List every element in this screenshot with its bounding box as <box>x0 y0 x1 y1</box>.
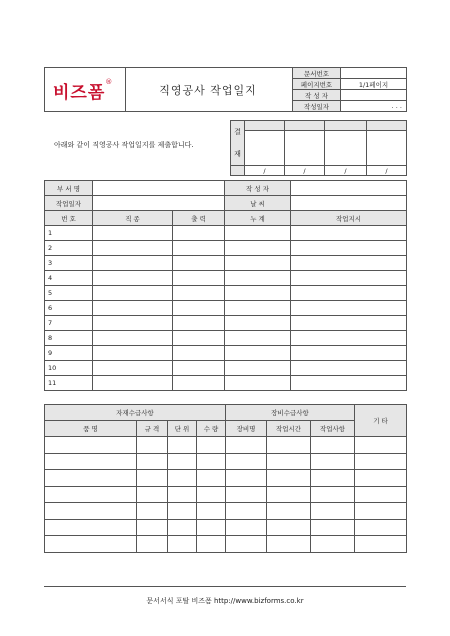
cumulative-cell[interactable] <box>225 226 291 241</box>
instruction-cell[interactable] <box>291 241 407 256</box>
approver-title-cell <box>325 121 367 131</box>
table-row <box>45 301 407 316</box>
output-cell[interactable] <box>173 241 225 256</box>
supply-cell[interactable] <box>267 536 311 553</box>
approval-label-spacer <box>231 166 245 176</box>
other-title: 기 타 <box>355 405 407 437</box>
table-row <box>45 241 407 256</box>
footer-divider <box>44 586 406 587</box>
col-header-trade: 직 종 <box>93 211 173 226</box>
col-header-output: 출 력 <box>173 211 225 226</box>
cumulative-cell[interactable] <box>225 286 291 301</box>
supply-cell[interactable] <box>137 486 168 503</box>
approval-label <box>231 121 245 166</box>
trade-cell[interactable] <box>93 376 173 391</box>
row-number: 1 <box>45 226 93 241</box>
supply-cell[interactable] <box>168 503 197 520</box>
row-number: 7 <box>45 316 93 331</box>
supply-cell[interactable] <box>197 486 226 503</box>
supply-row <box>45 453 407 470</box>
row-number: 8 <box>45 331 93 346</box>
supply-cell[interactable] <box>267 486 311 503</box>
output-cell[interactable] <box>173 271 225 286</box>
approval-label-bottom: 재 <box>234 150 241 158</box>
meta-label: 페이지번호 <box>293 79 341 90</box>
row-number: 4 <box>45 271 93 286</box>
supply-cell[interactable] <box>168 453 197 470</box>
table-row <box>45 346 407 361</box>
supply-cell[interactable] <box>355 486 407 503</box>
supply-cell[interactable] <box>197 453 226 470</box>
supply-cell[interactable] <box>168 470 197 487</box>
instruction-cell[interactable] <box>291 301 407 316</box>
table-row <box>45 256 407 271</box>
supply-cell[interactable] <box>45 519 137 536</box>
meta-value <box>341 90 407 101</box>
meta-value: . . . <box>341 101 407 112</box>
supply-cell[interactable] <box>311 536 355 553</box>
supply-cell[interactable] <box>197 470 226 487</box>
row-number: 9 <box>45 346 93 361</box>
supply-cell[interactable] <box>45 503 137 520</box>
table-row <box>45 271 407 286</box>
instruction-cell[interactable] <box>291 271 407 286</box>
signature-cell[interactable] <box>285 130 325 165</box>
supply-cell[interactable] <box>137 470 168 487</box>
col-header-cumulative: 누 계 <box>225 211 291 226</box>
meta-table <box>292 67 407 112</box>
supply-cell[interactable] <box>311 486 355 503</box>
weather-value[interactable] <box>291 196 407 211</box>
equipment-supply-title: 장비수급사항 <box>226 405 355 421</box>
output-cell[interactable] <box>173 301 225 316</box>
supply-cell[interactable] <box>226 486 267 503</box>
supply-cell[interactable] <box>168 486 197 503</box>
supply-header: 품 명 <box>45 421 137 437</box>
supply-row <box>45 519 407 536</box>
supply-body <box>45 437 407 553</box>
meta-label: 작성일자 <box>293 101 341 112</box>
approver-title-cell <box>367 121 407 131</box>
row-number: 11 <box>45 376 93 391</box>
supply-row <box>45 470 407 487</box>
supply-table <box>44 404 407 553</box>
supply-cell[interactable] <box>355 536 407 553</box>
table-row <box>45 286 407 301</box>
supply-header: 규 격 <box>137 421 168 437</box>
supply-cell[interactable] <box>197 503 226 520</box>
trade-cell[interactable] <box>93 271 173 286</box>
cumulative-cell[interactable] <box>225 301 291 316</box>
supply-row <box>45 437 407 454</box>
approval-date: / <box>367 166 407 176</box>
supply-cell[interactable] <box>355 437 407 454</box>
cumulative-cell[interactable] <box>225 316 291 331</box>
supply-header: 장비명 <box>226 421 267 437</box>
supply-cell[interactable] <box>197 519 226 536</box>
dept-label: 부 서 명 <box>45 181 93 196</box>
output-cell[interactable] <box>173 226 225 241</box>
output-cell[interactable] <box>173 376 225 391</box>
approver-title-cell <box>285 121 325 131</box>
work-date-value[interactable] <box>93 196 225 211</box>
table-row <box>45 376 407 391</box>
supply-cell[interactable] <box>137 536 168 553</box>
output-cell[interactable] <box>173 361 225 376</box>
cumulative-cell[interactable] <box>225 376 291 391</box>
supply-cell[interactable] <box>355 519 407 536</box>
supply-header: 수 량 <box>197 421 226 437</box>
approval-date: / <box>325 166 367 176</box>
supply-cell[interactable] <box>355 470 407 487</box>
instruction-cell[interactable] <box>291 346 407 361</box>
meta-value: 1/1페이지 <box>341 79 407 90</box>
supply-cell[interactable] <box>355 453 407 470</box>
logo-box <box>44 67 126 112</box>
supply-cell[interactable] <box>226 437 267 454</box>
supply-row <box>45 536 407 553</box>
signature-cell[interactable] <box>325 130 367 165</box>
supply-row <box>45 503 407 520</box>
row-number: 2 <box>45 241 93 256</box>
instruction-cell[interactable] <box>291 361 407 376</box>
supply-cell[interactable] <box>267 453 311 470</box>
supply-cell[interactable] <box>168 437 197 454</box>
signature-cell[interactable] <box>245 130 285 165</box>
document-title: 직영공사 작업일지 <box>159 84 257 97</box>
supply-cell[interactable] <box>267 470 311 487</box>
cumulative-cell[interactable] <box>225 256 291 271</box>
instruction-cell[interactable] <box>291 376 407 391</box>
supply-cell[interactable] <box>267 503 311 520</box>
table-row <box>45 226 407 241</box>
supply-header: 작업시간 <box>267 421 311 437</box>
output-cell[interactable] <box>173 346 225 361</box>
approver-title-cell <box>245 121 285 131</box>
footer-text: 문서서식 포탈 비즈폼 http://www.bizforms.co.kr <box>146 597 304 605</box>
approval-date: / <box>285 166 325 176</box>
supply-cell[interactable] <box>197 437 226 454</box>
instruction-cell[interactable] <box>291 256 407 271</box>
supply-header: 작업사항 <box>311 421 355 437</box>
meta-value <box>341 68 407 79</box>
supply-cell[interactable] <box>45 536 137 553</box>
output-cell[interactable] <box>173 316 225 331</box>
supply-cell[interactable] <box>226 519 267 536</box>
meta-label: 문서번호 <box>293 68 341 79</box>
col-header-number: 번 호 <box>45 211 93 226</box>
writer-label: 작 성 자 <box>225 181 291 196</box>
supply-cell[interactable] <box>226 453 267 470</box>
output-cell[interactable] <box>173 256 225 271</box>
trade-cell[interactable] <box>93 301 173 316</box>
row-number: 3 <box>45 256 93 271</box>
approval-label-top: 결 <box>234 128 241 136</box>
trade-cell[interactable] <box>93 286 173 301</box>
supply-cell[interactable] <box>45 486 137 503</box>
approval-date: / <box>245 166 285 176</box>
col-header-instruction: 작업지시 <box>291 211 407 226</box>
title-box <box>124 67 293 112</box>
output-cell[interactable] <box>173 331 225 346</box>
supply-cell[interactable] <box>137 519 168 536</box>
instruction-cell[interactable] <box>291 286 407 301</box>
meta-label: 작 성 자 <box>293 90 341 101</box>
supply-cell[interactable] <box>226 470 267 487</box>
supply-cell[interactable] <box>226 536 267 553</box>
supply-cell[interactable] <box>168 519 197 536</box>
cumulative-cell[interactable] <box>225 346 291 361</box>
instruction-cell[interactable] <box>291 316 407 331</box>
trade-cell[interactable] <box>93 241 173 256</box>
row-number: 5 <box>45 286 93 301</box>
approval-table <box>230 120 407 176</box>
work-date-label: 작업일자 <box>45 196 93 211</box>
intro-text: 아래와 같이 직영공사 작업일지를 제출합니다. <box>54 141 194 149</box>
row-number: 10 <box>45 361 93 376</box>
table-row <box>45 316 407 331</box>
trade-cell[interactable] <box>93 316 173 331</box>
supply-cell[interactable] <box>267 519 311 536</box>
supply-cell[interactable] <box>168 536 197 553</box>
trade-cell[interactable] <box>93 331 173 346</box>
supply-cell[interactable] <box>137 453 168 470</box>
supply-cell[interactable] <box>137 437 168 454</box>
instruction-cell[interactable] <box>291 331 407 346</box>
supply-cell[interactable] <box>311 519 355 536</box>
output-cell[interactable] <box>173 286 225 301</box>
supply-cell[interactable] <box>45 437 137 454</box>
registered-mark: ® <box>105 78 113 86</box>
trade-cell[interactable] <box>93 256 173 271</box>
cumulative-cell[interactable] <box>225 331 291 346</box>
cumulative-cell[interactable] <box>225 271 291 286</box>
work-log-table <box>44 180 407 391</box>
supply-cell[interactable] <box>267 437 311 454</box>
row-number: 6 <box>45 301 93 316</box>
supply-row <box>45 486 407 503</box>
supply-cell[interactable] <box>137 503 168 520</box>
supply-cell[interactable] <box>311 470 355 487</box>
supply-cell[interactable] <box>45 453 137 470</box>
cumulative-cell[interactable] <box>225 361 291 376</box>
trade-cell[interactable] <box>93 361 173 376</box>
cumulative-cell[interactable] <box>225 241 291 256</box>
writer-value[interactable] <box>291 181 407 196</box>
supply-cell[interactable] <box>45 470 137 487</box>
table-row <box>45 331 407 346</box>
supply-cell[interactable] <box>197 536 226 553</box>
rows-body <box>45 226 407 391</box>
supply-cell[interactable] <box>311 437 355 454</box>
weather-label: 날 씨 <box>225 196 291 211</box>
instruction-cell[interactable] <box>291 226 407 241</box>
supply-header: 단 위 <box>168 421 197 437</box>
supply-cell[interactable] <box>311 453 355 470</box>
supply-cell[interactable] <box>226 503 267 520</box>
material-supply-title: 자재수급사항 <box>45 405 226 421</box>
table-row <box>45 361 407 376</box>
trade-cell[interactable] <box>93 226 173 241</box>
signature-cell[interactable] <box>367 130 407 165</box>
dept-value[interactable] <box>93 181 225 196</box>
bizforms-logo: 비즈폼 <box>53 83 106 103</box>
trade-cell[interactable] <box>93 346 173 361</box>
supply-cell[interactable] <box>311 503 355 520</box>
supply-cell[interactable] <box>355 503 407 520</box>
